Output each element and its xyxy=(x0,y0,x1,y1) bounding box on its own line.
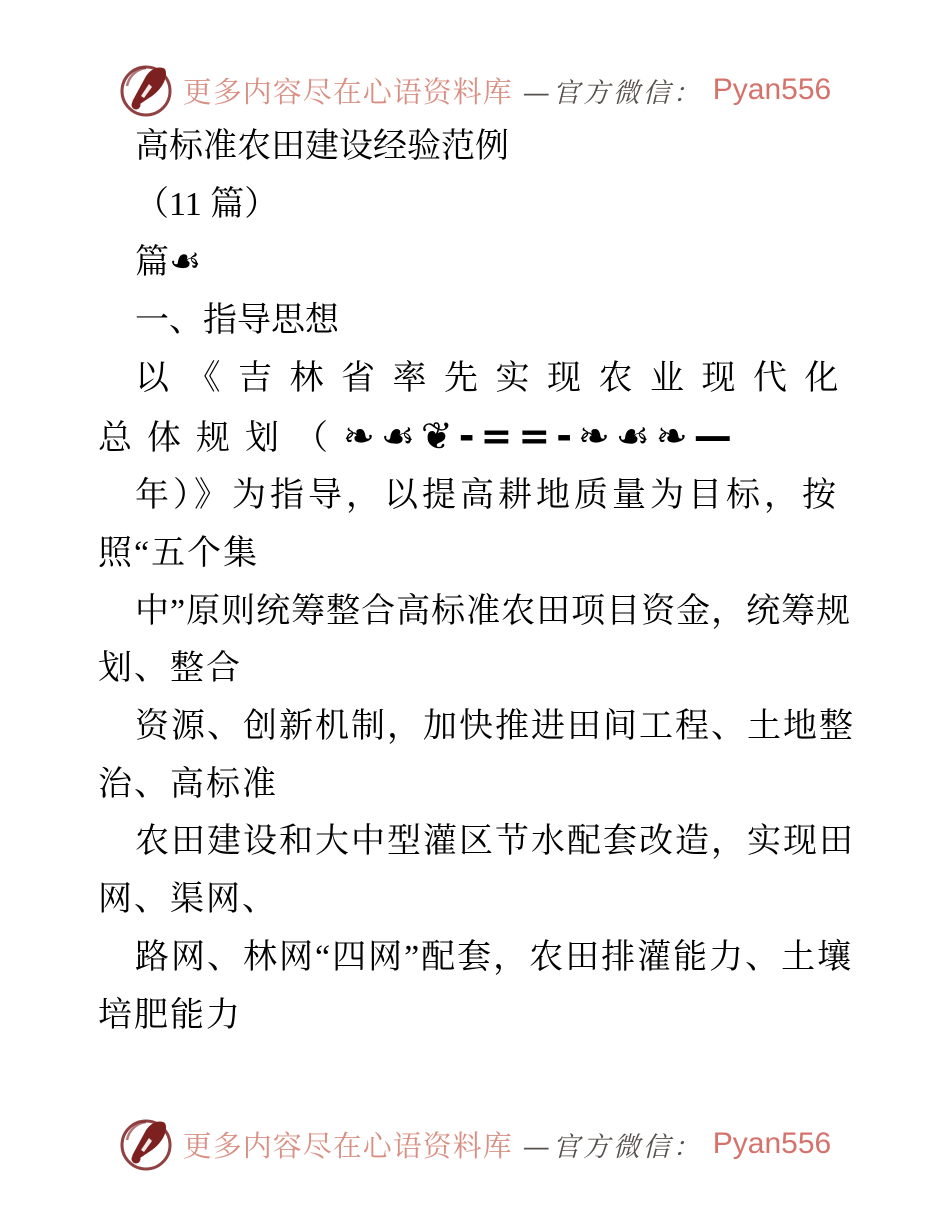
doc-line: 治、高标准 xyxy=(98,765,278,803)
doc-line: 照“五个集 xyxy=(98,534,260,572)
doc-line: 培肥能力 xyxy=(98,996,242,1034)
header-watermark xyxy=(0,62,950,118)
wechat-label: —官方微信： xyxy=(522,77,703,109)
doc-line: 年）》为指导，以提高耕地质量为目标，按 xyxy=(135,477,840,515)
doc-line: 资源、创新机制，加快推进田间工程、土地整 xyxy=(135,708,855,746)
doc-line: 网、渠网、 xyxy=(98,881,278,919)
brand-logo-icon xyxy=(119,62,173,118)
plan-line-text: 总体规划（ xyxy=(98,419,343,457)
doc-line-garbled xyxy=(98,408,868,468)
ornament-glyphs: ❧☙❦-==-❧☙❧— xyxy=(343,413,738,458)
section-prefix: 篇 xyxy=(135,244,169,282)
brand-text: 更多内容尽在心语资料库 xyxy=(182,76,513,109)
footer-watermark xyxy=(0,1116,950,1172)
doc-line: 农田建设和大中型灌区节水配套改造，实现田 xyxy=(135,823,855,861)
piece-count: （11 篇） xyxy=(135,185,279,223)
wechat-id: Pyan556 xyxy=(712,1127,832,1160)
document-page xyxy=(98,118,868,1044)
doc-line: 路网、林网“四网”配套，农田排灌能力、土壤 xyxy=(135,938,854,976)
section-heading: 一、指导思想 xyxy=(135,302,339,340)
brand-text: 更多内容尽在心语资料库 xyxy=(182,1130,513,1163)
wechat-id: Pyan556 xyxy=(712,73,832,106)
section-marker xyxy=(98,233,868,292)
wechat-label: —官方微信： xyxy=(522,1131,703,1163)
doc-line: 以《吉林省率先实现农业现代化 xyxy=(135,359,856,397)
document-title: 高标准农田建设经验范例 xyxy=(135,128,509,165)
doc-line: 划、整合 xyxy=(98,650,242,688)
brand-logo-icon xyxy=(119,1116,173,1172)
doc-line: 中”原则统筹整合高标准农田项目资金，统筹规 xyxy=(135,592,852,630)
section-ornament-glyph: ☙ xyxy=(169,241,207,283)
